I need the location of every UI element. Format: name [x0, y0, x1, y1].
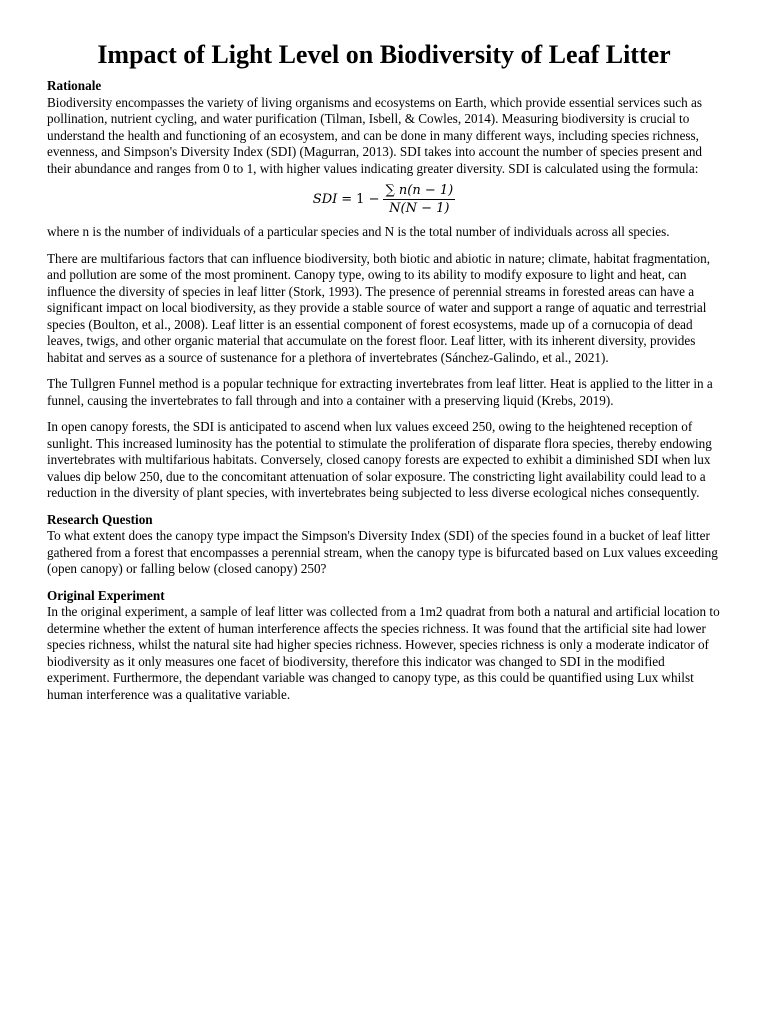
formula-denominator: N(N − 1) — [389, 201, 450, 216]
original-experiment-text: In the original experiment, a sample of leaf litter was collected from a 1m2 quadrat from both a natural and artificial location to determine whether the extent of human interference affects the species richness. It was found that the artificial site had lower species richness, whilst the natural site had higher species richness. However, species richness is only a moderate indicator of biodiversity as it only measures one facet of biodiversity, therefore this indicator was changed to SDI in the modified experiment. Furthermore, the dependant variable was changed to canopy type, as this could be quantified using Lux whilst human interference was a qualitative variable. — [47, 604, 720, 702]
sdi-formula — [47, 183, 721, 216]
formula-fraction — [383, 183, 455, 216]
rationale-paragraph-4: The Tullgren Funnel method is a popular technique for extracting invertebrates from leaf litter. Heat is applied to the litter in a funnel, causing the invertebrates to fall through and into a container with a preserving liquid (Krebs, 2019). — [47, 376, 713, 408]
rationale-paragraph-1: Biodiversity encompasses the variety of living organisms and ecosystems on Earth, which provide essential services such as pollination, nutrient cycling, and water purification (Tilman, Isbell, & Cowles, 2014). Measuring biodiversity is crucial to understand the health and functioning of an ecosystem, and can be done in many different ways, including species richness, evenness, and Simpson's Diversity Index (SDI) (Magurran, 2013). SDI takes into account the number of species present and their abundance and ranges from 0 to 1, with higher values indicating greater diversity. SDI is calculated using the formula: — [47, 94, 703, 176]
research-question-text: To what extent does the canopy type impact the Simpson's Diversity Index (SDI) of the species found in a bucket of leaf litter gathered from a forest that encompasses a perennial stream, when the canopy type is bifurcated based on Lux values exceeding (open canopy) or falling below (closed canopy) 250? — [47, 528, 718, 576]
document-title: Impact of Light Level on Biodiversity of Leaf Litter — [97, 40, 671, 69]
rationale-section — [47, 78, 721, 502]
rationale-paragraph-2: where n is the number of individuals of a particular species and N is the total number of individuals across all species. — [47, 224, 670, 239]
formula-lhs: SDI — [312, 192, 338, 207]
formula-equals: = — [341, 192, 353, 207]
research-question-heading: Research Question — [47, 511, 153, 527]
original-experiment-section — [47, 588, 721, 704]
rationale-heading: Rationale — [47, 78, 102, 93]
research-question-section — [47, 512, 721, 578]
rationale-paragraph-5: In open canopy forests, the SDI is anticipated to ascend when lux values exceed 250, owing to the heightened reception of sunlight. This increased luminosity has the potential to stimulate the proliferation of disparate flora species, thereby endowing invertebrates with multifarious habitats. Conversely, closed canopy forests are expected to exhibit a diminished SDI when lux values dip below 250, due to the concomitant attenuation of solar exposure. The constricting light availability could lead to a reduction in the diversity of plant species, with invertebrates being subjected to less diverse ecological niches consequently. — [47, 419, 712, 500]
formula-one-minus: 1 − — [356, 192, 380, 207]
formula-numerator: ∑ n(n − 1) — [385, 183, 454, 198]
rationale-paragraph-3: There are multifarious factors that can influence biodiversity, both biotic and abiotic in nature; climate, habitat fragmentation, and pollution are some of the most prominent. Canopy type, owing to its ability to modify exposure to light and heat, can influence the diversity of species in leaf litter (Stork, 1993). The presence of perennial streams in forested areas can have a significant impact on local biodiversity, as they provide a stable source of water and support a range of aquatic and terrestrial species (Boulton, et al., 2008). Leaf litter is an essential component of forest ecosystems, made up of a cornucopia of dead leaves, twigs, and other organic material that accumulate on the forest floor. Leaf litter, with its inherent diversity, provides habitat and serves as a source of sustenance for a plethora of invertebrates (Sánchez-Galindo, et al., 2021). — [47, 250, 711, 365]
original-experiment-heading: Original Experiment — [47, 587, 165, 603]
